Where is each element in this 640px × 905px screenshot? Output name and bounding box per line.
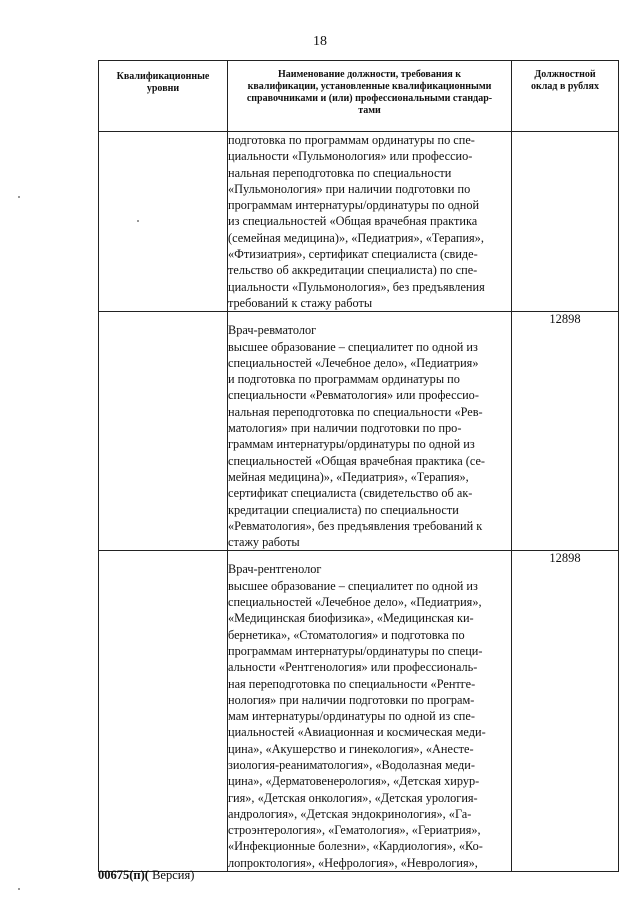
requirement-line: нальная переподготовка по специальности «Рев- bbox=[228, 404, 483, 419]
qualification-level-cell bbox=[99, 312, 228, 551]
requirement-line: матология» при наличии подготовки по про- bbox=[228, 421, 462, 436]
scan-speck bbox=[18, 888, 20, 890]
requirement-line: специальностей «Лечебное дело», «Педиатрия» bbox=[228, 355, 479, 370]
requirement-line: гия», «Детская онкология», «Детская урология- bbox=[228, 790, 478, 805]
requirement-line: циальности «Пульмонология» или профессио- bbox=[228, 149, 473, 164]
requirement-line: (семейная медицина)», «Педиатрия», «Терапия», bbox=[228, 230, 484, 245]
table-row bbox=[99, 551, 619, 872]
requirement-line: лопроктология», «Нефрология», «Неврология», bbox=[228, 855, 478, 870]
header-position-requirements bbox=[228, 61, 512, 132]
requirement-line: зиология-реаниматология», «Водолазная меди- bbox=[228, 757, 475, 772]
requirement-line: «Пульмонология» при наличии подготовки по bbox=[228, 181, 471, 196]
requirement-line: сертификат специалиста (свидетельство об ак- bbox=[228, 486, 473, 501]
requirement-line: «Инфекционные болезни», «Кардиология», «Ко- bbox=[228, 839, 483, 854]
position-title: Врач-ревматолог bbox=[228, 323, 317, 338]
table-row bbox=[99, 132, 619, 312]
header-salary bbox=[512, 61, 619, 132]
requirement-line: андрология», «Детская эндокринология», «Га- bbox=[228, 806, 472, 821]
requirement-line: требований к стажу работы bbox=[228, 295, 373, 310]
salary-cell bbox=[512, 132, 619, 312]
requirements-lines bbox=[228, 578, 511, 871]
position-title: Врач-рентгенолог bbox=[228, 562, 322, 577]
requirements-lines bbox=[228, 339, 511, 551]
header-line: Должностной bbox=[534, 69, 596, 80]
page-number: 18 bbox=[313, 34, 327, 49]
header-line: Наименование должности, требования к bbox=[277, 69, 462, 80]
requirement-line: кредитации специалиста) по специальности bbox=[228, 502, 459, 517]
qualification-level-cell bbox=[99, 132, 228, 312]
requirement-line: программам интернатуры/ординатуры по специ- bbox=[228, 643, 483, 658]
table-row bbox=[99, 312, 619, 551]
requirement-line: цина», «Дерматовенерология», «Детская хирур- bbox=[228, 774, 480, 789]
requirements-lines bbox=[228, 132, 511, 311]
requirement-line: подготовка по программам ординатуры по спе- bbox=[228, 133, 475, 147]
requirement-line: циальностей «Авиационная и космическая меди- bbox=[228, 725, 486, 740]
requirement-line: строэнтерология», «Гематология», «Гериатрия», bbox=[228, 823, 481, 838]
requirement-line: циальности «Пульмонология», без предъявления bbox=[228, 279, 485, 294]
header-qualification-levels: Квалификационные уровни bbox=[99, 61, 228, 132]
header-line: оклад в рублях bbox=[531, 81, 599, 92]
salary-cell: 12898 bbox=[512, 312, 619, 551]
requirement-line: «Фтизиатрия», сертификат специалиста (свиде- bbox=[228, 247, 478, 262]
qualification-level-cell bbox=[99, 551, 228, 872]
requirement-line: мейная медицина)», «Педиатрия», «Терапия», bbox=[228, 469, 469, 484]
requirement-line: высшее образование – специалитет по одной из bbox=[228, 578, 478, 593]
requirement-line: высшее образование – специалитет по одной из bbox=[228, 339, 478, 354]
requirement-line: бернетика», «Стоматология» и подготовка по bbox=[228, 627, 465, 642]
requirement-line: специальностей «Лечебное дело», «Педиатрия», bbox=[228, 595, 482, 610]
requirement-line: специальности «Ревматология» или профессио- bbox=[228, 388, 479, 403]
requirement-line: программам интернатуры/ординатуры по одной bbox=[228, 198, 480, 213]
header-line: квалификации, установленные квалификационными bbox=[247, 81, 492, 92]
requirement-line: нология» при наличии подготовки по програм- bbox=[228, 692, 475, 707]
requirement-line: альности «Рентгенология» или профессиональ- bbox=[228, 660, 478, 675]
requirement-line: нальная переподготовка по специальности bbox=[228, 165, 452, 180]
requirement-line: мам интернатуры/ординатуры по одной из спе- bbox=[228, 709, 475, 724]
requirement-line: ная переподготовка по специальности «Рентге- bbox=[228, 676, 476, 691]
salary-cell: 12898 bbox=[512, 551, 619, 872]
requirement-line: тельство об аккредитации специалиста) по спе- bbox=[228, 263, 478, 278]
table-header-row bbox=[99, 61, 619, 132]
document-code: 00675(п)( bbox=[98, 868, 149, 882]
header-line: справочниками и (или) профессиональными стандар- bbox=[246, 93, 493, 104]
requirement-line: «Ревматология», без предъявления требований к bbox=[228, 518, 483, 533]
requirement-line: и подготовка по программам ординатуры по bbox=[228, 372, 460, 387]
requirement-line: из специальностей «Общая врачебная практика bbox=[228, 214, 478, 229]
requirement-line: специальностей «Общая врачебная практика (се- bbox=[228, 453, 486, 468]
document-version: Версия) bbox=[148, 868, 195, 882]
requirements-cell bbox=[228, 312, 512, 551]
requirements-cell bbox=[228, 551, 512, 872]
header-line: тами bbox=[358, 105, 381, 116]
scan-speck bbox=[18, 196, 20, 198]
document-footer bbox=[98, 868, 194, 883]
requirement-line: «Медицинская биофизика», «Медицинская ки- bbox=[228, 611, 474, 626]
scan-speck bbox=[137, 220, 139, 222]
qualification-table bbox=[98, 60, 619, 872]
requirements-cell bbox=[228, 132, 512, 312]
requirement-line: граммам интернатуры/ординатуры по одной из bbox=[228, 437, 475, 452]
requirement-line: цина», «Акушерство и гинекология», «Анесте- bbox=[228, 741, 474, 756]
requirement-line: стажу работы bbox=[228, 535, 300, 550]
